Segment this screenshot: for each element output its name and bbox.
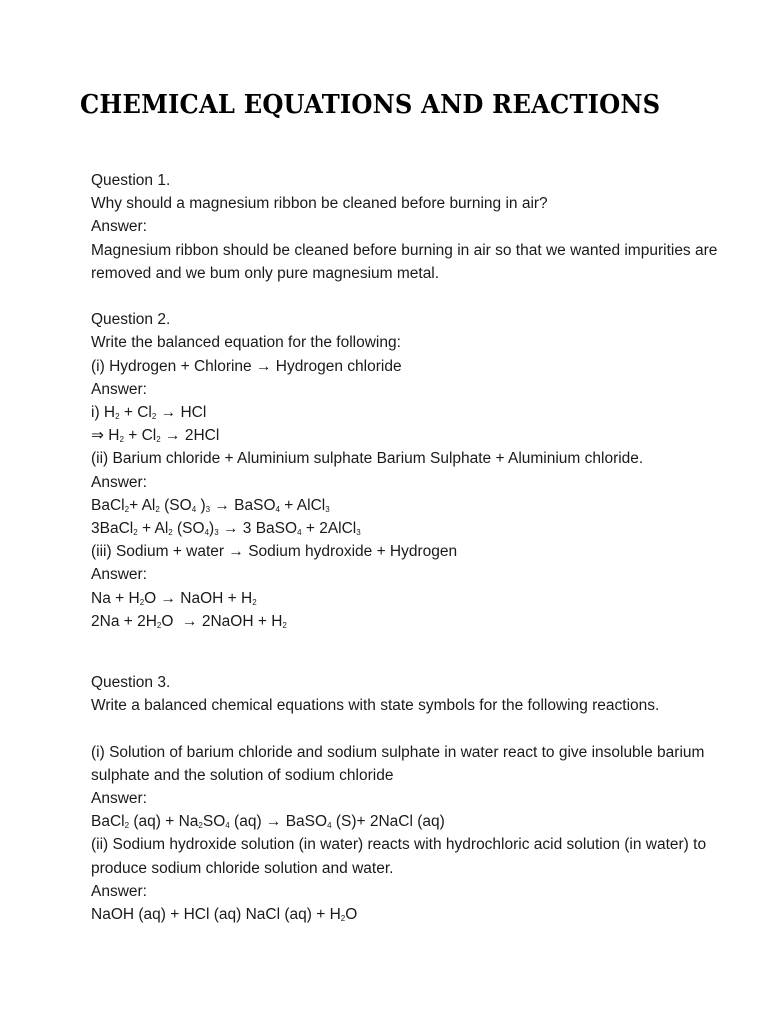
question-2-part-1: (i) Hydrogen + Chlorine → Hydrogen chloride <box>91 357 402 375</box>
equation-line: $Na + H_2O$ → NaOH + $H_2$ <box>91 589 257 607</box>
question-1-heading: Question 1. <box>91 172 171 189</box>
question-3-answer-label: Answer: <box>91 882 147 900</box>
question-3-answer-label: Answer: <box>91 790 147 808</box>
question-2-answer-label: Answer: <box>91 473 147 491</box>
spacer <box>91 717 731 740</box>
question-3 <box>91 671 731 926</box>
equation-line: $2Na + 2H_2O$ → 2NaOH + $H_2$ <box>91 612 287 630</box>
question-3-part-2: (ii) Sodium hydroxide solution (in water) reacts with hydrochloric acid solution (in water) to produce sodium chloride solution and water. <box>91 836 707 877</box>
question-3-heading: Question 3. <box>91 674 171 692</box>
page-title: CHEMICAL EQUATIONS AND REACTIONS <box>80 90 661 120</box>
question-1 <box>91 169 731 285</box>
question-2-heading: Question 2. <box>91 311 171 329</box>
equation-line: i) $H_2 + Cl_2$ → HCl <box>91 404 207 422</box>
equation-line: NaOH (aq) + HCl (aq) NaCl $(aq) + H_2O$ <box>91 906 358 924</box>
spacer <box>91 285 731 308</box>
question-2-part-2: (ii) Barium chloride + Aluminium sulphate Barium Sulphate + Aluminium chloride. <box>91 450 644 468</box>
equation-line: ⇒ $H_2 + Cl_2 \to 2HCl$ <box>91 427 220 445</box>
question-2-part-3: (iii) Sodium + water → Sodium hydroxide + Hydrogen <box>91 543 458 561</box>
question-3-part-1: (i) Solution of barium chloride and sodium sulphate in water react to give insoluble barium sulphate and the solution of sodium chloride <box>91 743 705 784</box>
question-2-answer-label: Answer: <box>91 380 147 398</box>
equation-line: BaCl$_2$+ $Al_2$ ($SO_4$ )$_3$ → BaSO$_4$ + AlCl$_3$ <box>91 496 330 514</box>
document-body <box>91 169 731 926</box>
question-3-text: Write a balanced chemical equations with state symbols for the following reactions. <box>91 697 660 715</box>
question-2-answer-label: Answer: <box>91 566 147 584</box>
question-2-text: Write the balanced equation for the following: <box>91 334 401 352</box>
spacer <box>91 633 731 671</box>
equation-line: BaCl$_2$ $(aq) + Na_2SO_4$ (aq) → BaSO$_4$ (S)+ 2NaCl (aq) <box>91 813 445 831</box>
question-2 <box>91 308 731 633</box>
question-1-answer-label: Answer: <box>91 218 147 236</box>
equation-line: 3BaCl$_2$ + $Al_2$ $(SO_4)_3 \to 3$ BaSO$_4$ + 2AlCl$_3$ <box>91 520 361 538</box>
question-1-text: Why should a magnesium ribbon be cleaned before burning in air? <box>91 195 548 213</box>
question-1-answer: Magnesium ribbon should be cleaned before burning in air so that we wanted impurities are removed and we bum only pure magnesium metal. <box>91 241 718 282</box>
